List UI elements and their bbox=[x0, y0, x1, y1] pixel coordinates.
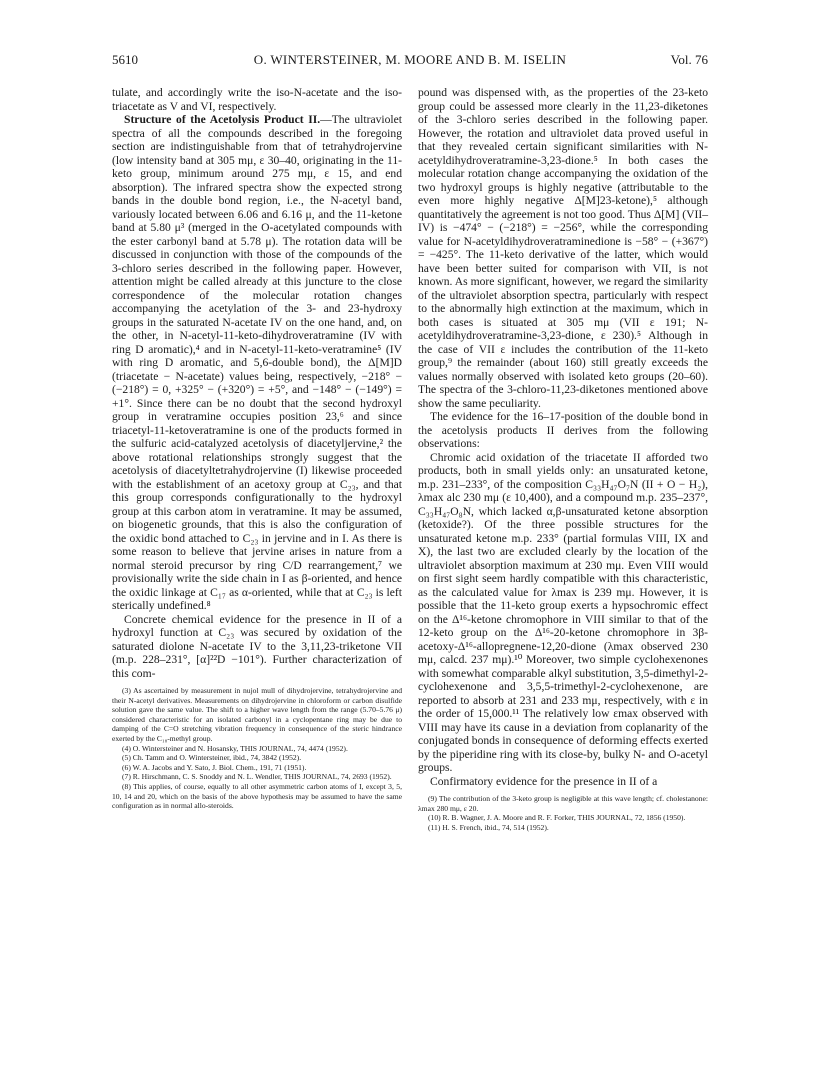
footnote: (4) O. Wintersteiner and N. Hosansky, THIS JOURNAL, 74, 4474 (1952). bbox=[122, 743, 348, 753]
footnotes bbox=[418, 794, 708, 832]
paragraph: Confirmatory evidence for the presence in II of a bbox=[430, 774, 658, 788]
footnote: (10) R. B. Wagner, J. A. Moore and R. F. Forker, THIS JOURNAL, 72, 1856 (1950). bbox=[428, 813, 686, 823]
footnote: (9) The contribution of the 3-keto group is negligible at this wave length; cf. cholestanone: λmax 280 mμ, ε 20. bbox=[418, 794, 708, 813]
paragraph: pound was dispensed with, as the properties of the 23-keto group could be assessed more clearly in the 11,23-diketones of the 3-chloro series described in the following paper. However, the rotation and ultraviolet data proved useful in that they revealed certain significant similarities with N-acetyldihydroveratramine-3,23-dione.⁵ In both cases the molecular rotation change accompanying the oxidation of the two hydroxyl groups is highly negative (attributable to the even more highly negative Δ[M]23-ketone),⁵ although quantitatively the agreement is not too good. Thus Δ[M] (VII–IV) is −474° − (−218°) = −256°, while the corresponding value for N-acetyldihydroveratraminedione is −58° − (+367°) = −425°. The 11-keto derivative of the latter, which would have been better suited for comparison with VII, is not known. As more significant, however, we regard the similarity of the ultraviolet absorption spectra, particularly with respect to the abnormally high extinction at the maximum, which in both cases is situated at 305 mμ (VII ε 191; N-acetyldihydroveratramine-3,23-dione, ε 230).⁵ Although in the case of VII ε includes the contribution of the 11-keto group,⁹ the remainder (about 160) still greatly exceeds the values normally observed with isolated keto groups (20–60). The spectra of the 3-chloro-11,23-diketones mentioned above show the same peculiarity. bbox=[418, 86, 708, 410]
volume-label: Vol. 76 bbox=[670, 52, 708, 67]
section-heading: Structure of the Acetolysis Product II. bbox=[124, 113, 321, 126]
paragraph: Chromic acid oxidation of the triacetate II afforded two products, both in small yields only: an unsaturated ketone, m.p. 231–233°, of the composition C₃₃H₄₇O₇N (II + O − H₂), λmax alc 230 mμ (ε 10,400), and a compound m.p. 235–237°, C₃₃H₄₇O₈N, which lacked α,β-unsaturated ketone absorption (ketoxide?). Of the three possible structures for the unsaturated ketone m.p. 233° (partial formulas VIII, IX and X), the last two are excluded clearly by the location of the ultraviolet absorption maximum at 230 mμ. Even VIII would on first sight seem hardly compatible with this characteristic, as the calculated value for λmax is 239 mμ. However, it is possible that the 11-keto group exerts a hypsochromic effect on the Δ¹⁶-ketone chromophore in VIII similar to that of the 12-keto group on the Δ¹⁶-20-ketone chromophore in 3β-acetoxy-Δ¹⁶-allopregnene-12,20-dione (λmax observed 230 mμ, calcd. 237 mμ).¹⁰ Moreover, two simple cyclohexenones with somewhat comparable alkyl substitution, 3,5-dimethyl-2-cyclohexenone and 3,5,5-trimethyl-2-cyclohexenone, are reported to absorb at 231 and 233 mμ, respectively, with ε in the order of 15,000.¹¹ The relatively low εmax observed with VIII may have its cause in a deviation from coplanarity of the conjugated bonds in consequence of deforming effects exerted by the piperidine ring with its close-by, bulky N- and O-acetyl groups. bbox=[418, 450, 708, 774]
page-number: 5610 bbox=[112, 52, 138, 67]
paragraph: Concrete chemical evidence for the presence in II of a hydroxyl function at C₂₃ was secured by oxidation of the saturated diolone N-acetate IV to the 3,11,23-triketone VII (m.p. 228–231°, [α]²²D −101°). Further characterization of this com- bbox=[112, 612, 402, 680]
left-column bbox=[112, 86, 402, 811]
paragraph: tulate, and accordingly write the iso-N-acetate and the iso-triacetate as V and VI, respectively. bbox=[112, 86, 402, 113]
paragraph: The evidence for the 16–17-position of the double bond in the acetolysis products II derives from the following observations: bbox=[418, 410, 708, 450]
footnote: (11) H. S. French, ibid., 74, 514 (1952). bbox=[428, 822, 549, 832]
right-column bbox=[418, 86, 708, 832]
footnote: (5) Ch. Tamm and O. Wintersteiner, ibid., 74, 3842 (1952). bbox=[122, 753, 302, 763]
section-paragraph bbox=[112, 113, 402, 613]
footnote: (7) R. Hirschmann, C. S. Snoddy and N. L. Wendler, THIS JOURNAL, 74, 2693 (1952). bbox=[122, 772, 392, 782]
running-header bbox=[112, 52, 708, 70]
footnote: (3) As ascertained by measurement in nujol mull of dihydrojervine, tetrahydrojervine and their N-acetyl derivatives. Measurements on dihydrojervine in chloroform or carbon disulfide solution gave the same value. The shift to a higher wave length from the range (5.70–5.76 μ) considered characteristic for an isolated carbonyl in a cyclopentane ring may be due to damping of the C=O stretching vibration frequency in consequence of the steric hindrance exerted by the C₁₈-methyl group. bbox=[112, 686, 402, 743]
footnote: (8) This applies, of course, equally to all other asymmetric carbon atoms of I, except 3, 5, 10, 14 and 20, which on the basis of the above hypothesis may be assumed to have the same configuration as in normal allo-steroids. bbox=[112, 781, 402, 811]
paragraph-text: —The ultraviolet spectra of all the compounds described in the foregoing section are indistinguishable from that of tetrahydrojervine (low intensity band at 305 mμ, ε 30–40, originating in the 11-keto group, minimum around 275 mμ, ε 15, and end absorption). The infrared spectra show the expected strong bands in the double bond region, i.e., the N-acetyl band, variously located between 6.06 and 6.16 μ, and the 11-ketone band at 5.80 μ³ (merged in the O-acetylated compounds with the ester carbonyl band at 5.78 μ). The rotation data will be discussed in conjunction with those of the compounds of the 3-chloro series described in the following paper. However, attention might be called already at this juncture to the close correspondence of the molecular rotation changes accompanying the acetylation of the 3- and 23-hydroxy groups in the saturated N-acetate IV on the one hand, and, on the other, in N-acetyl-11-keto-dihydroveratramine (IV with ring D aromatic),⁴ and in N-acetyl-11-keto-veratramine⁵ (IV with ring D aromatic, and 5,6-double bond), the Δ[M]D (triacetate − N-acetate) values being, respectively, −218° − (−218°) = 0, +325° − (+320°) = +5°, and −148° − (−149°) = +1°. Since there can be no doubt that the second hydroxyl group in veratramine occupies position 23,⁶ and since triacetyl-11-ketoveratramine is one of the products formed in the sulfuric acid-catalyzed acetolysis of diacetyljervine,² the above rotational relationships strongly suggest that the acetolysis of diacetyltetrahydrojervine (I) likewise proceeded with the establishment of an acetoxy group at C₂₃, and that this group corresponds configurationally to the hydroxyl group at this carbon atom in veratramine. It may be assumed, on biogenetic grounds, that this is also the configuration of the oxidic bond attached to C₂₃ in jervine and in I. As there is some reason to believe that jervine arises in nature from a normal steroid precursor by ring C/D rearrangement,⁷ we provisionally write the side chain in I as β-oriented, and hence the oxidic linkage at C₁₇ as α-oriented, while that at C₂₃ is left sterically undefined.⁸ bbox=[112, 113, 402, 612]
running-authors: O. WINTERSTEINER, M. MOORE AND B. M. ISELIN bbox=[253, 52, 567, 67]
footnote: (6) W. A. Jacobs and Y. Sato, J. Biol. Chem., 191, 71 (1951). bbox=[122, 762, 307, 772]
footnotes bbox=[112, 686, 402, 811]
